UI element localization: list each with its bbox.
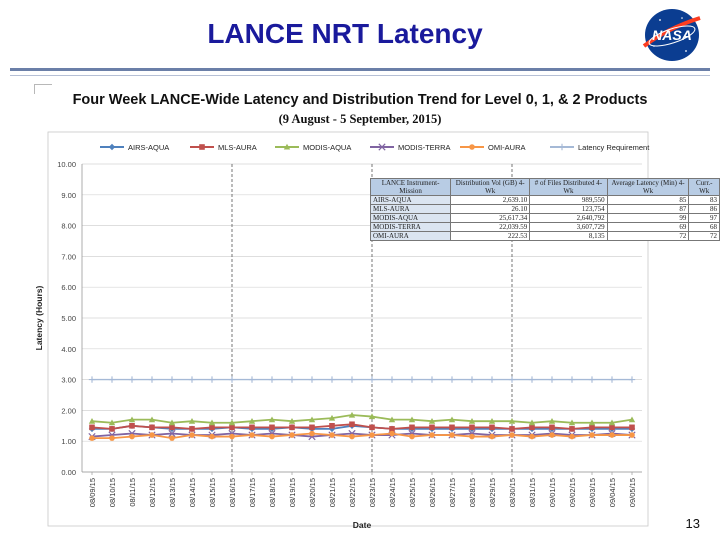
table-cell: MODIS-TERRA: [371, 223, 451, 232]
data-point: [109, 376, 115, 382]
x-tick-label: 08/23/15: [368, 478, 377, 508]
data-point: [429, 432, 435, 438]
data-point: [329, 423, 335, 429]
table-cell: 8,135: [530, 232, 607, 241]
table-cell: 97: [689, 214, 720, 223]
data-point: [509, 376, 515, 382]
x-tick-label: 09/03/15: [588, 478, 597, 508]
data-point: [169, 435, 175, 441]
data-point: [189, 432, 195, 438]
slide-title: LANCE NRT Latency: [207, 18, 483, 49]
table-cell: 222.53: [451, 232, 530, 241]
data-point: [109, 426, 115, 432]
data-point: [369, 425, 375, 431]
y-axis-title: Latency (Hours): [34, 285, 44, 351]
y-tick-label: 4.00: [61, 344, 76, 354]
data-point: [429, 425, 435, 431]
legend-marker: [559, 144, 565, 150]
table-header: # of Files Distributed 4-Wk: [530, 179, 607, 196]
data-point: [389, 431, 395, 437]
table-cell: 123,754: [530, 205, 607, 214]
data-point: [489, 425, 495, 431]
data-point: [369, 376, 375, 382]
table-cell: 26.10: [451, 205, 530, 214]
y-tick-label: 8.00: [61, 221, 76, 231]
x-tick-label: 08/24/15: [388, 478, 397, 508]
table-cell: 989,550: [530, 196, 607, 205]
data-point: [449, 425, 455, 431]
x-tick-label: 08/11/15: [128, 478, 137, 507]
header-rule: [10, 68, 710, 71]
data-point: [569, 426, 575, 432]
data-point: [109, 435, 115, 441]
data-point: [209, 434, 215, 440]
page-number: 13: [685, 516, 700, 531]
table-cell: 83: [689, 196, 720, 205]
x-axis-title: Date: [352, 520, 372, 530]
data-point: [229, 434, 235, 440]
data-point: [229, 376, 235, 382]
data-point: [569, 434, 575, 440]
table-row: [371, 205, 720, 214]
data-point: [469, 376, 475, 382]
data-point: [609, 432, 615, 438]
data-point: [329, 376, 335, 382]
data-point: [189, 376, 195, 382]
data-point: [149, 425, 155, 431]
table-cell: 68: [689, 223, 720, 232]
table-cell: MODIS-AQUA: [371, 214, 451, 223]
data-point: [309, 425, 315, 431]
y-tick-label: 6.00: [61, 283, 76, 293]
data-point: [509, 432, 515, 438]
x-tick-label: 08/30/15: [508, 478, 517, 508]
legend-label: OMI-AURA: [488, 143, 526, 152]
x-tick-label: 08/14/15: [188, 478, 197, 508]
table-cell: 69: [607, 223, 689, 232]
data-point: [489, 434, 495, 440]
y-tick-label: 7.00: [61, 252, 76, 262]
table-cell: 25,617.34: [451, 214, 530, 223]
data-point: [429, 376, 435, 382]
data-point: [569, 376, 575, 382]
data-point: [209, 425, 215, 431]
x-tick-label: 09/01/15: [548, 478, 557, 508]
legend-marker: [109, 144, 115, 150]
data-point: [169, 425, 175, 431]
x-tick-label: 08/26/15: [428, 478, 437, 508]
table-cell: 86: [689, 205, 720, 214]
data-point: [309, 431, 315, 437]
data-point: [589, 425, 595, 431]
x-tick-label: 08/17/15: [248, 478, 257, 508]
data-point: [269, 434, 275, 440]
data-point: [89, 376, 95, 382]
data-point: [609, 376, 615, 382]
table-cell: 2,639.10: [451, 196, 530, 205]
x-tick-label: 09/02/15: [568, 478, 577, 508]
table-header: Distribution Vol (GB) 4-Wk: [451, 179, 530, 196]
x-tick-label: 08/19/15: [288, 478, 297, 508]
data-point: [269, 376, 275, 382]
x-tick-label: 08/15/15: [208, 478, 217, 508]
data-point: [329, 432, 335, 438]
table-cell: AIRS-AQUA: [371, 196, 451, 205]
x-tick-label: 08/12/15: [148, 478, 157, 508]
data-point: [549, 376, 555, 382]
x-tick-label: 08/10/15: [108, 478, 117, 508]
y-tick-label: 5.00: [61, 314, 76, 323]
legend-label: MLS-AURA: [218, 143, 257, 152]
x-tick-label: 09/05/15: [628, 478, 637, 508]
data-point: [529, 434, 535, 440]
y-tick-label: 0.00: [61, 468, 76, 477]
data-point: [149, 376, 155, 382]
table-cell: 87: [607, 205, 689, 214]
data-point: [349, 376, 355, 382]
data-point: [289, 432, 295, 438]
data-point: [89, 435, 95, 441]
table-cell: 3,607,729: [530, 223, 607, 232]
data-point: [549, 425, 555, 431]
table-header: Curr.-Wk: [689, 179, 720, 196]
data-point: [529, 376, 535, 382]
data-point: [629, 432, 635, 438]
data-point: [409, 434, 415, 440]
data-point: [589, 376, 595, 382]
y-tick-label: 9.00: [61, 190, 76, 200]
y-tick-label: 1.00: [61, 437, 76, 447]
data-point: [589, 432, 595, 438]
data-point: [289, 376, 295, 382]
latency-summary-table: [370, 178, 720, 241]
data-point: [309, 376, 315, 382]
data-point: [349, 421, 355, 427]
data-point: [469, 434, 475, 440]
data-point: [449, 376, 455, 382]
x-tick-label: 08/18/15: [268, 478, 277, 508]
legend-label: MODIS-AQUA: [303, 143, 352, 152]
data-point: [89, 425, 95, 431]
x-tick-label: 08/29/15: [488, 478, 497, 508]
data-point: [149, 432, 155, 438]
data-point: [189, 426, 195, 432]
table-cell: OMI-AURA: [371, 232, 451, 241]
data-point: [349, 434, 355, 440]
x-tick-label: 08/20/15: [308, 478, 317, 508]
table-cell: 72: [607, 232, 689, 241]
x-tick-label: 08/21/15: [328, 478, 337, 508]
x-tick-label: 08/31/15: [528, 478, 537, 508]
table-row: [371, 214, 720, 223]
table-header: LANCE Instrument-Mission: [371, 179, 451, 196]
data-point: [629, 376, 635, 382]
table-cell: 2,640,792: [530, 214, 607, 223]
x-tick-label: 08/28/15: [468, 478, 477, 508]
table-cell: 72: [689, 232, 720, 241]
data-point: [209, 376, 215, 382]
legend-label: AIRS-AQUA: [128, 143, 170, 152]
y-tick-label: 10.00: [57, 160, 76, 169]
data-point: [129, 376, 135, 382]
data-point: [129, 434, 135, 440]
x-tick-label: 08/16/15: [228, 478, 237, 508]
table-header: Average Latency (Min) 4-Wk: [607, 179, 689, 196]
data-point: [529, 425, 535, 431]
table-cell: 22,039.59: [451, 223, 530, 232]
data-point: [469, 425, 475, 431]
chart-title: Four Week LANCE-Wide Latency and Distribution Trend for Level 0, 1, & 2 Products: [72, 92, 648, 108]
x-tick-label: 08/09/15: [88, 478, 97, 508]
data-point: [249, 425, 255, 431]
data-point: [549, 432, 555, 438]
legend-label: MODIS-TERRA: [398, 143, 451, 152]
x-tick-label: 08/13/15: [168, 478, 177, 508]
data-point: [289, 425, 295, 431]
data-point: [389, 376, 395, 382]
legend-marker: [469, 144, 475, 150]
x-tick-label: 08/27/15: [448, 478, 457, 508]
data-point: [249, 376, 255, 382]
data-point: [269, 425, 275, 431]
table-row: [371, 196, 720, 205]
table-cell: MLS-AURA: [371, 205, 451, 214]
table-cell: 99: [607, 214, 689, 223]
x-tick-label: 09/04/15: [608, 478, 617, 508]
data-point: [409, 425, 415, 431]
x-tick-label: 08/22/15: [348, 478, 357, 508]
data-point: [369, 432, 375, 438]
table-cell: 85: [607, 196, 689, 205]
data-point: [629, 425, 635, 431]
data-point: [509, 426, 515, 432]
table-row: [371, 223, 720, 232]
data-point: [449, 432, 455, 438]
legend-label: Latency Requirement: [578, 143, 650, 152]
nasa-logo-text: NASA: [652, 27, 692, 43]
legend-marker: [199, 144, 205, 150]
table-row: [371, 232, 720, 241]
chart-subtitle: (9 August - 5 September, 2015): [278, 112, 442, 126]
y-tick-label: 3.00: [61, 375, 76, 385]
data-point: [409, 376, 415, 382]
header-rule-thin: [10, 75, 710, 76]
data-point: [249, 432, 255, 438]
data-point: [229, 425, 235, 431]
data-point: [129, 423, 135, 429]
data-point: [169, 376, 175, 382]
y-tick-label: 2.00: [61, 406, 76, 416]
x-tick-label: 08/25/15: [408, 478, 417, 508]
data-point: [489, 376, 495, 382]
nasa-logo-icon: [638, 6, 706, 64]
data-point: [609, 425, 615, 431]
